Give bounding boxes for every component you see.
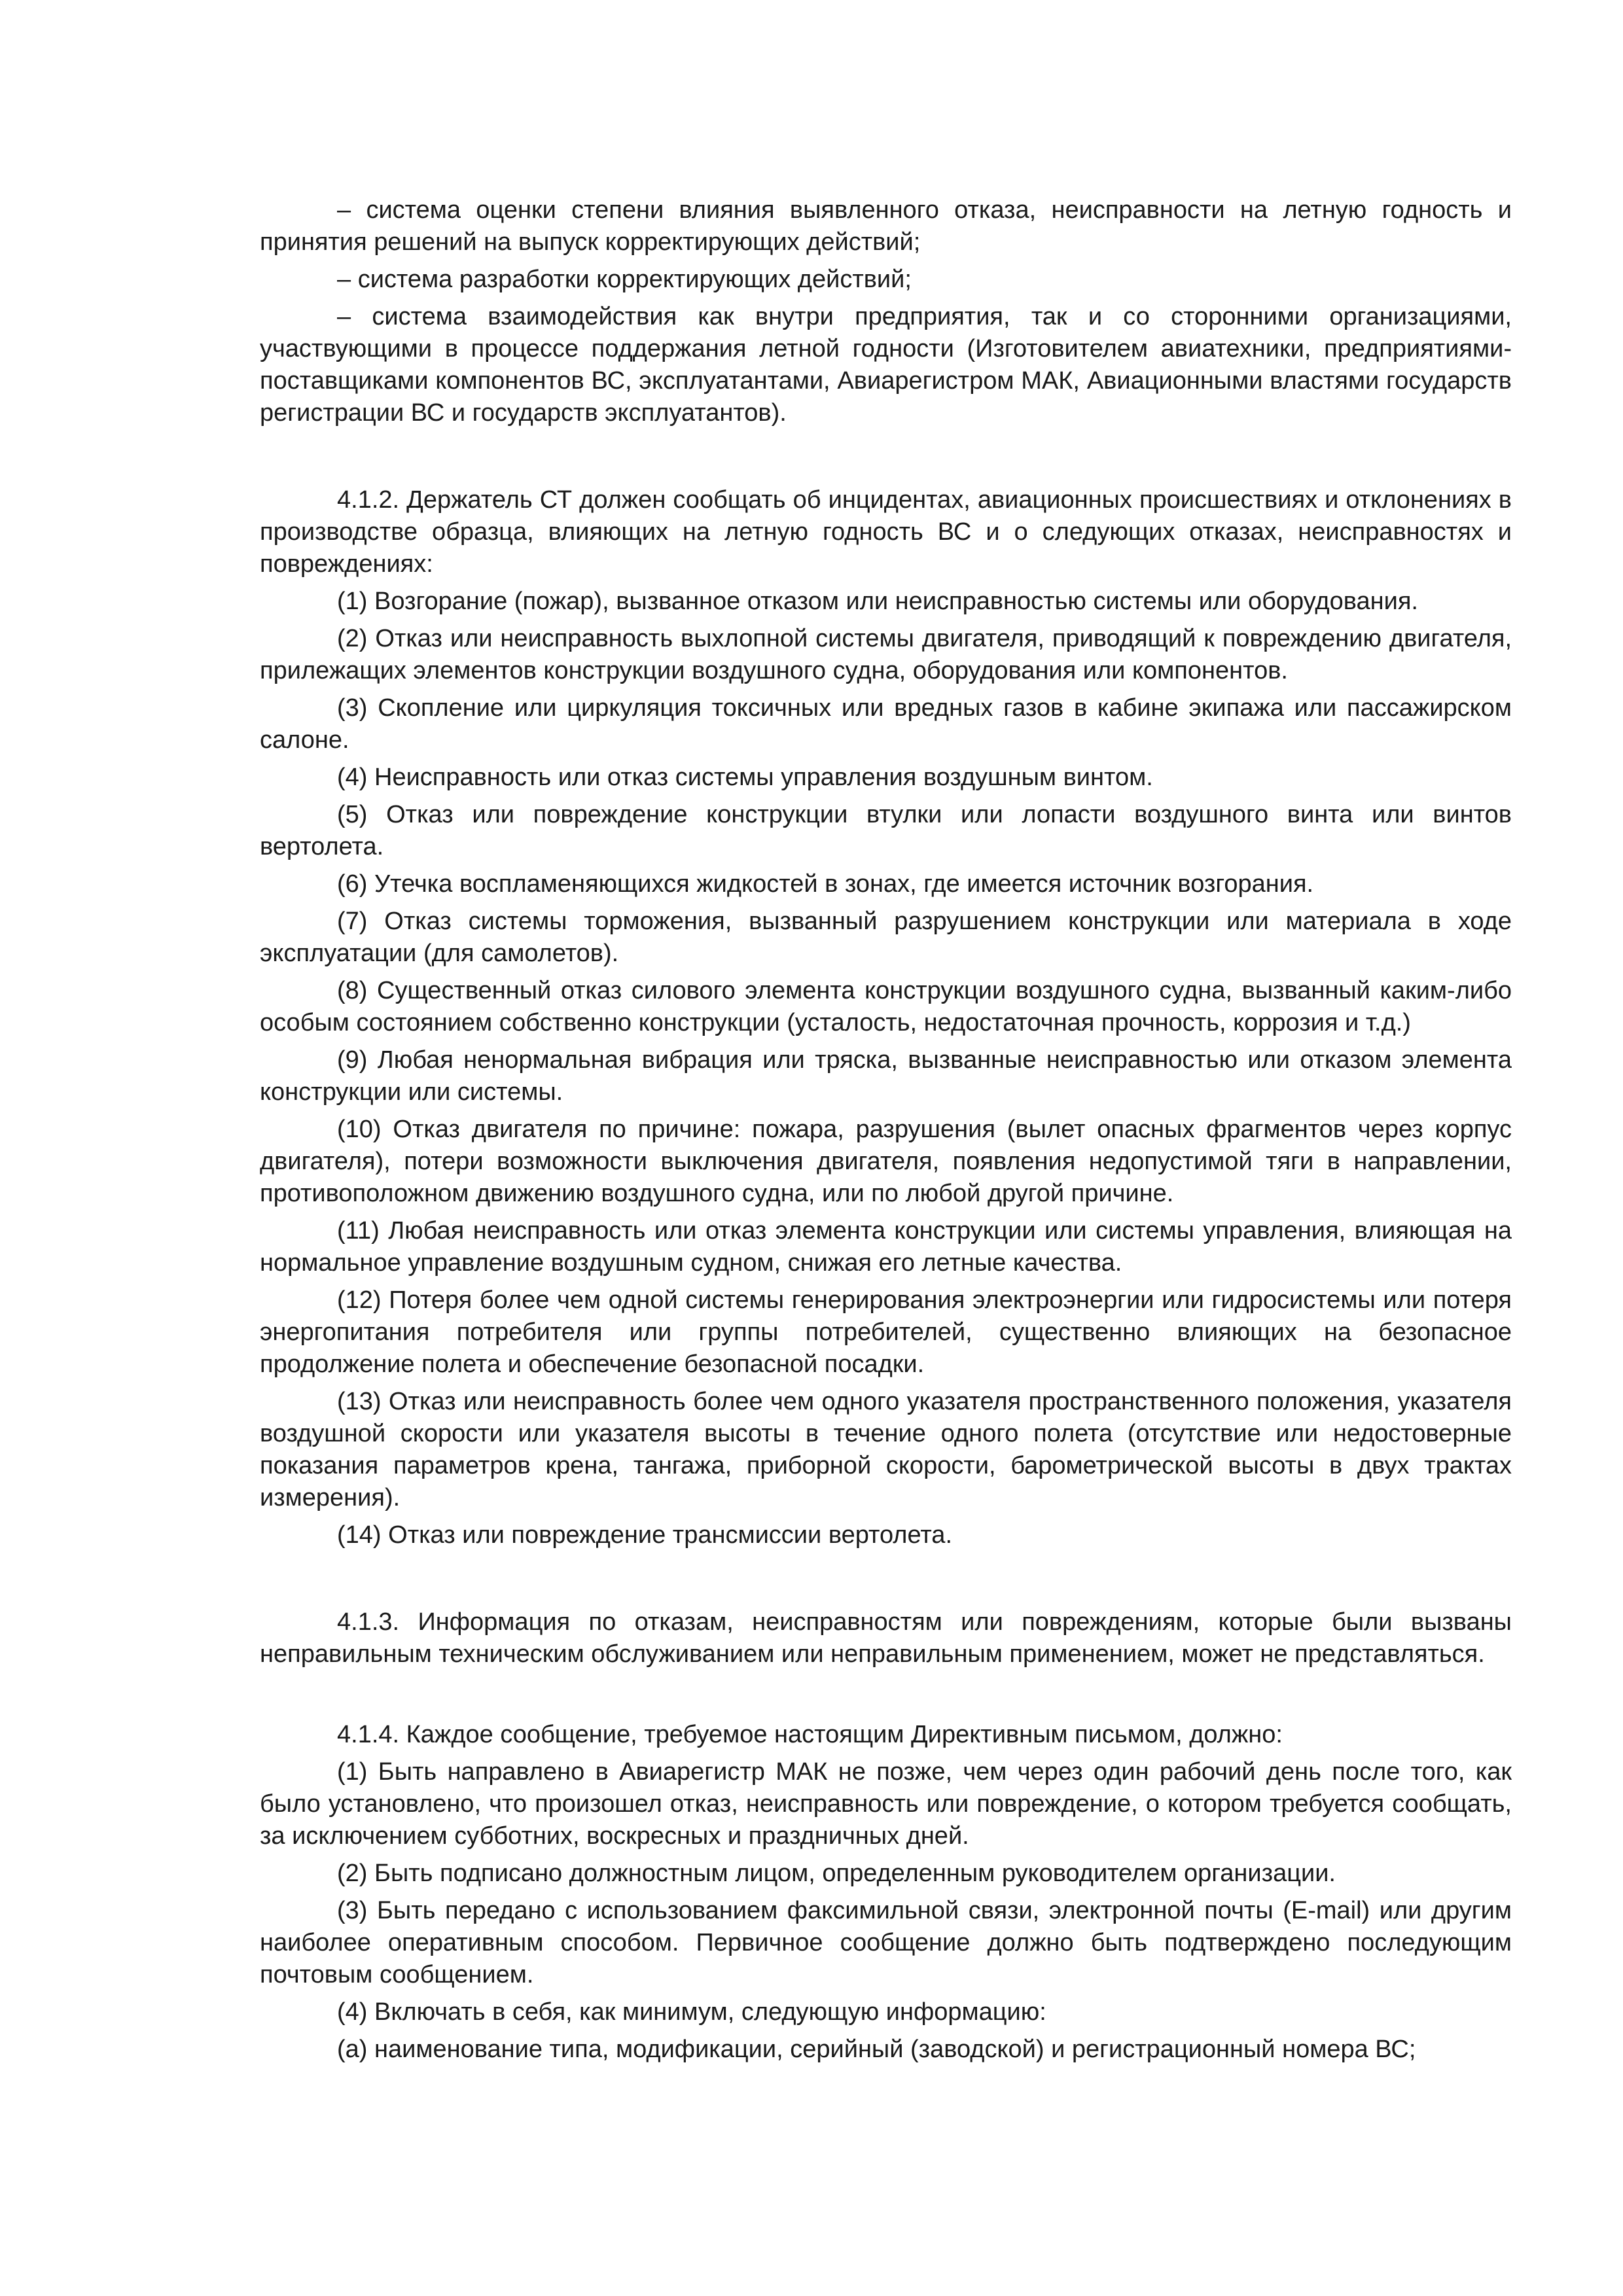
section-gap bbox=[260, 1676, 1512, 1719]
list-item: (а) наименование типа, модификации, серийный (заводской) и регистрационный номера ВС; bbox=[337, 2036, 1416, 2063]
list-item: (4) Неисправность или отказ системы управления воздушным винтом. bbox=[337, 764, 1153, 791]
list-item: (5) Отказ или повреждение конструкции втулки или лопасти воздушного винта или винтов вертолета. bbox=[260, 801, 1512, 860]
section-gap bbox=[260, 434, 1512, 484]
list-item: (9) Любая ненормальная вибрация или тряска, вызванные неисправностью или отказом элемента конструкции или системы. bbox=[260, 1046, 1512, 1106]
document-page bbox=[260, 194, 1512, 2071]
list-item: (2) Быть подписано должностным лицом, определенным руководителем организации. bbox=[337, 1860, 1336, 1887]
list-item: (11) Любая неисправность или отказ элемента конструкции или системы управления, влияющая на нормальное управление воздушным судном, снижая его летные качества. bbox=[260, 1217, 1512, 1277]
list-item: (3) Скопление или циркуляция токсичных или вредных газов в кабине экипажа или пассажирском салоне. bbox=[260, 694, 1512, 754]
list-item: – система взаимодействия как внутри предприятия, так и со сторонними организациями, участвующими в процессе поддержания летной годности (Изготовителем авиатехники, предприятиями-поставщиками компонентов ВС, эксплуатантами, Авиарегистром МАК, Авиационными властями государств регистрации ВС и государств эксплуатантов). bbox=[260, 303, 1512, 427]
list-item: – система оценки степени влияния выявленного отказа, неисправности на летную годность и принятия решений на выпуск корректирующих действий; bbox=[260, 196, 1512, 256]
list-item: (2) Отказ или неисправность выхлопной системы двигателя, приводящий к повреждению двигателя, прилежащих элементов конструкции воздушного судна, оборудования или компонентов. bbox=[260, 625, 1512, 684]
section-gap bbox=[260, 1557, 1512, 1606]
list-item: – система разработки корректирующих действий; bbox=[337, 266, 912, 293]
list-item: (3) Быть передано с использованием факсимильной связи, электронной почты (E-mail) или другим наиболее оперативным способом. Первичное сообщение должно быть подтверждено последующим почтовым сообщением. bbox=[260, 1897, 1512, 1988]
list-item: (7) Отказ системы торможения, вызванный разрушением конструкции или материала в ходе эксплуатации (для самолетов). bbox=[260, 908, 1512, 967]
list-item: (6) Утечка воспламеняющихся жидкостей в зонах, где имеется источник возгорания. bbox=[337, 870, 1314, 898]
list-item: (1) Быть направлено в Авиарегистр МАК не позже, чем через один рабочий день после того, как было установлено, что произошел отказ, неисправность или повреждение, о котором требуется сообщать, за исключением субботних, воскресных и праздничных дней. bbox=[260, 1758, 1512, 1850]
list-item: (1) Возгорание (пожар), вызванное отказом или неисправностью системы или оборудования. bbox=[337, 588, 1418, 615]
list-item: (8) Существенный отказ силового элемента конструкции воздушного судна, вызванный каким-либо особым состоянием собственно конструкции (усталость, недостаточная прочность, коррозия и т.д.) bbox=[260, 977, 1512, 1036]
list-item: (4) Включать в себя, как минимум, следующую информацию: bbox=[337, 1998, 1046, 2026]
section-4-1-4-intro: 4.1.4. Каждое сообщение, требуемое настоящим Директивным письмом, должно: bbox=[337, 1721, 1283, 1748]
list-item: (12) Потеря более чем одной системы генерирования электроэнергии или гидросистемы или потеря энергопитания потребителя или группы потребителей, существенно влияющих на безопасное продолжение полета и обеспечение безопасной посадки. bbox=[260, 1286, 1512, 1378]
section-4-1-2-intro: 4.1.2. Держатель СТ должен сообщать об инцидентах, авиационных происшествиях и отклонениях в производстве образца, влияющих на летную годность ВС и о следующих отказах, неисправностях и повреждениях: bbox=[260, 486, 1512, 578]
list-item: (14) Отказ или повреждение трансмиссии вертолета. bbox=[337, 1521, 952, 1549]
section-4-1-3-text: 4.1.3. Информация по отказам, неисправностям или повреждениям, которые были вызваны неправильным техническим обслуживанием или неправильным применением, может не представляться. bbox=[260, 1608, 1512, 1668]
list-item: (10) Отказ двигателя по причине: пожара, разрушения (вылет опасных фрагментов через корпус двигателя), потери возможности выключения двигателя, появления недопустимой тяги в направлении, противоположном движению воздушного судна, или по любой другой причине. bbox=[260, 1116, 1512, 1207]
list-item: (13) Отказ или неисправность более чем одного указателя пространственного положения, указателя воздушной скорости или указателя высоты в течение одного полета (отсутствие или недостоверные показания параметров крена, тангажа, приборной скорости, барометрической высоты в двух трактах измерения). bbox=[260, 1388, 1512, 1511]
